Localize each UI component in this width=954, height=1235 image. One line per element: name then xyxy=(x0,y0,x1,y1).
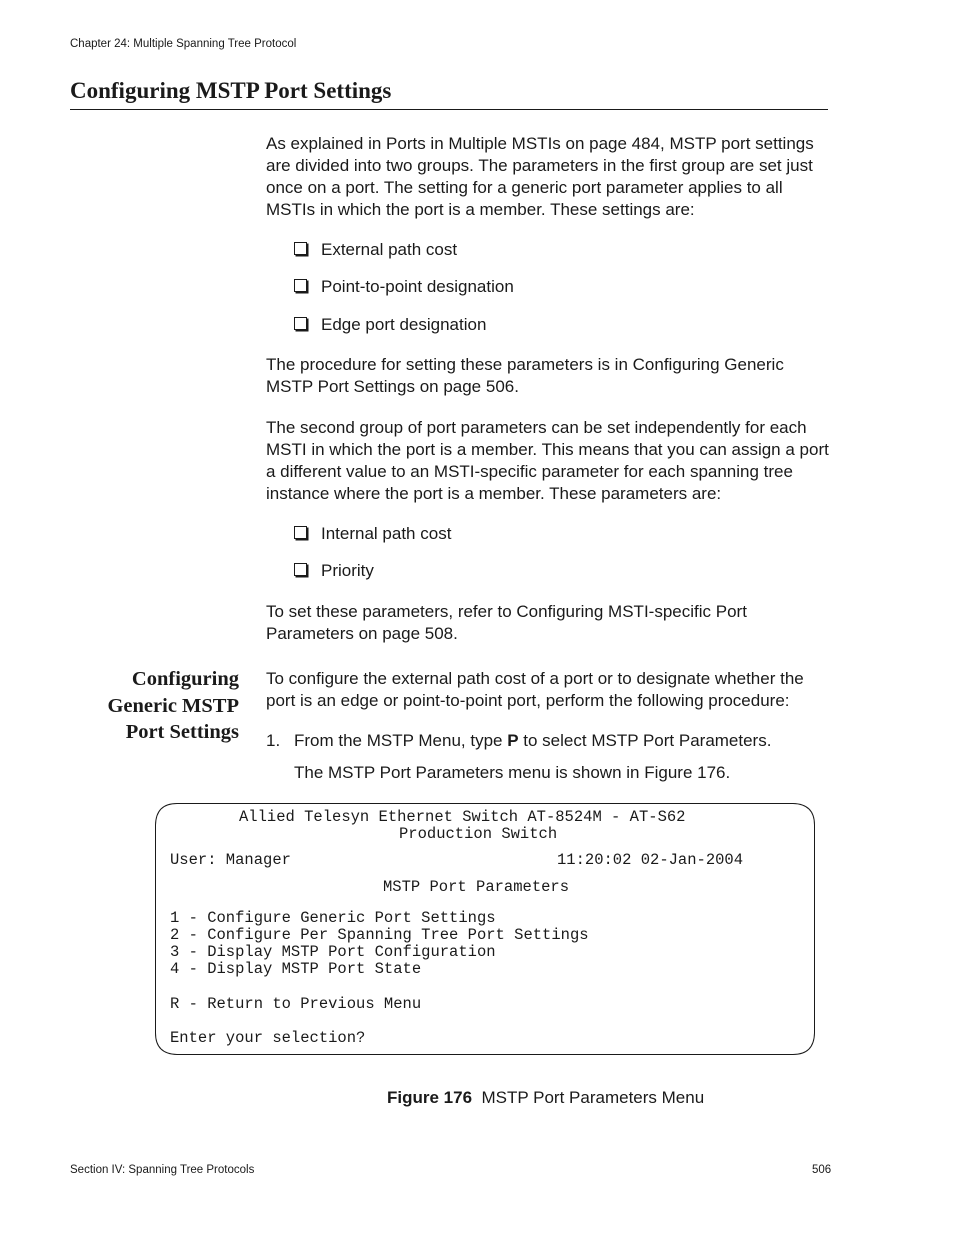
terminal-user: User: Manager xyxy=(170,851,291,869)
title-rule xyxy=(70,109,828,110)
step-note: The MSTP Port Parameters menu is shown in Figure 176. xyxy=(294,763,731,782)
checkbox-bullet-icon xyxy=(294,279,307,292)
procedure-reference-paragraph: The procedure for setting these parameters is in Configuring Generic MSTP Port Settings on page 506. xyxy=(266,355,784,396)
terminal-datetime: 11:20:02 02-Jan-2004 xyxy=(557,851,744,869)
running-footer-section: Section IV: Spanning Tree Protocols xyxy=(70,1164,255,1176)
procedure-intro-paragraph: To configure the external path cost of a port or to designate whether the port is an edge or point-to-point port, perform the following procedure: xyxy=(266,669,804,710)
terminal-subtitle-line: Production Switch xyxy=(399,825,558,843)
terminal-menu-option: 4 - Display MSTP Port State xyxy=(170,960,422,978)
checkbox-bullet-icon xyxy=(294,317,307,330)
checkbox-bullet-icon xyxy=(294,526,307,539)
terminal-prompt: Enter your selection? xyxy=(170,1029,366,1047)
figure-caption-text: MSTP Port Parameters Menu xyxy=(481,1088,705,1107)
figure-label: Figure 176 xyxy=(387,1088,473,1107)
terminal-menu-option: 1 - Configure Generic Port Settings xyxy=(170,909,496,927)
running-header: Chapter 24: Multiple Spanning Tree Protocol xyxy=(70,38,297,50)
page-number: 506 xyxy=(812,1164,832,1176)
figure-caption xyxy=(387,1088,704,1108)
terminal-return-option: R - Return to Previous Menu xyxy=(170,995,422,1013)
intro-paragraph: As explained in Ports in Multiple MSTIs on page 484, MSTP port settings are divided into two groups. The parameters in the first group are set just once on a port. The setting for a generic port parameter applies to all MSTIs in which the port is a member. These settings are: xyxy=(266,134,814,219)
terminal-menu-option: 3 - Display MSTP Port Configuration xyxy=(170,943,496,961)
checkbox-bullet-icon xyxy=(294,242,307,255)
step-key: P xyxy=(507,731,519,750)
second-group-paragraph: The second group of port parameters can be set independently for each MSTI in which the port is a member. This means that you can assign a port a different value to an MSTI-specific parameter for each spanning tree instance where the port is a member. These parameters are: xyxy=(266,418,829,503)
subsection-title: Configuring Generic MSTP Port Settings xyxy=(107,668,239,743)
terminal-title-line: Allied Telesyn Ethernet Switch AT-8524M - AT-S62 xyxy=(239,808,686,826)
list-item: External path cost xyxy=(294,239,457,261)
list-item: Point-to-point designation xyxy=(294,276,514,298)
section-title: Configuring MSTP Port Settings xyxy=(70,78,392,103)
list-item: Edge port designation xyxy=(294,314,486,336)
list-item: Priority xyxy=(294,560,374,582)
step-number: 1. xyxy=(266,731,281,750)
terminal-menu-option: 2 - Configure Per Spanning Tree Port Settings xyxy=(170,926,589,944)
step-text: From the MSTP Menu, type P to select MSTP Port Parameters. xyxy=(294,731,772,750)
checkbox-bullet-icon xyxy=(294,563,307,576)
terminal-menu-title: MSTP Port Parameters xyxy=(383,878,570,896)
list-item: Internal path cost xyxy=(294,523,451,545)
msti-reference-paragraph: To set these parameters, refer to Configuring MSTI-specific Port Parameters on page 508. xyxy=(266,602,747,643)
